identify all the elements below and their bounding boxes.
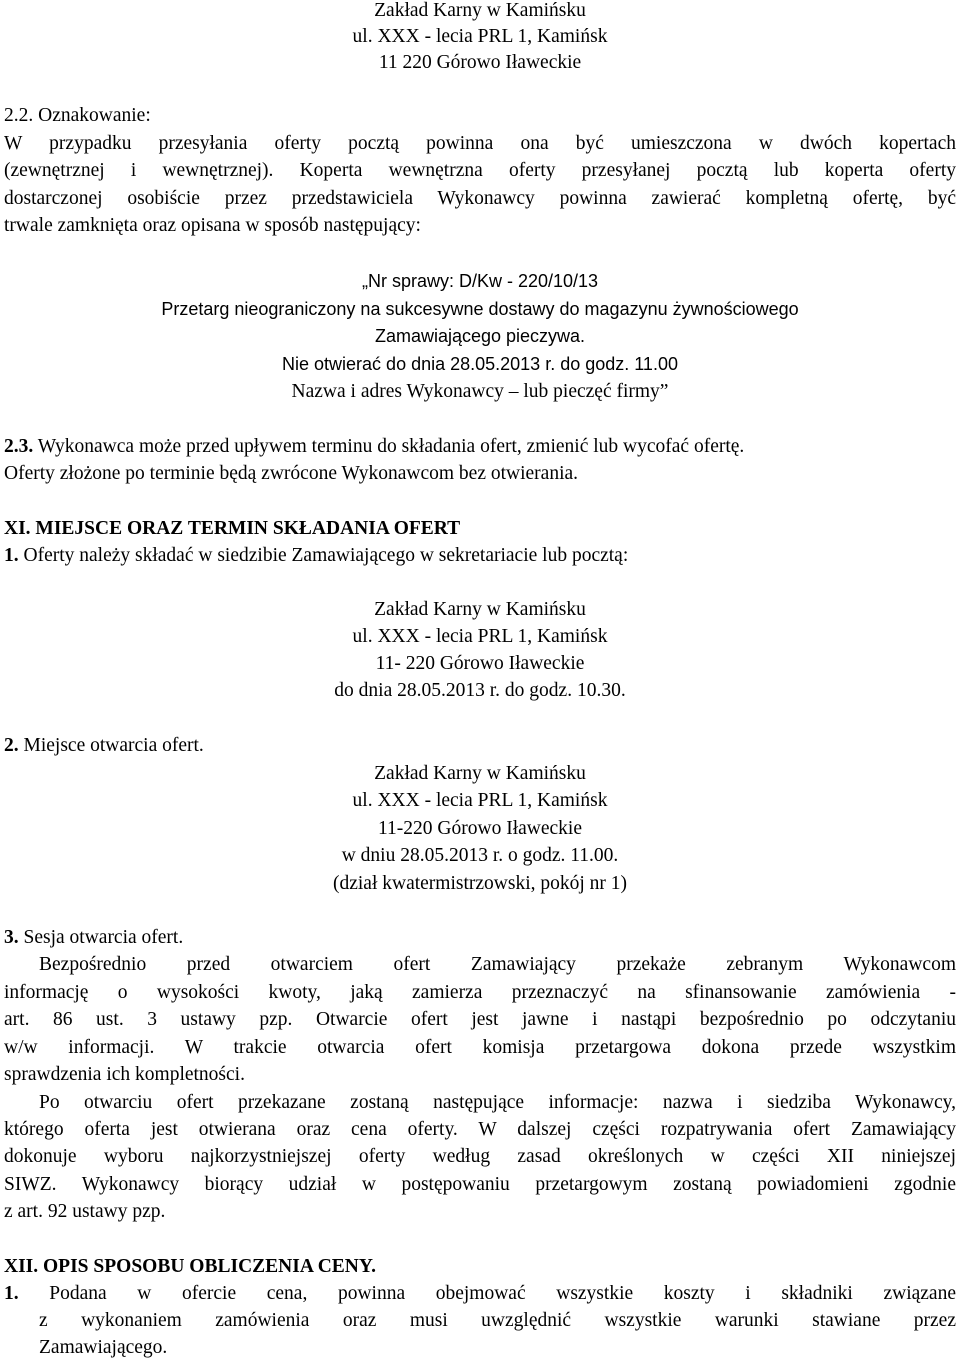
section-xi-point-3 xyxy=(4,924,956,952)
submission-address-line-3: 11- 220 Górowo Iławeckie xyxy=(375,653,585,674)
session-paragraph-1-line-3: art. 86 ust. 3 ustawy pzp. Otwarcie ofert jest jawne i nastąpi bezpośrednio po odczytaniu xyxy=(4,1009,956,1030)
session-paragraph-2-line-5: z art. 92 ustawy pzp. xyxy=(4,1201,166,1222)
label-contractor-name: Nazwa i adres Wykonawcy – lub pieczęć firmy” xyxy=(291,381,669,402)
section-xii-point-1-line-1 xyxy=(4,1280,956,1308)
section-xi-point-2-text: Miejsce otwarcia ofert. xyxy=(23,735,204,756)
address-top-line-2: ul. XXX - lecia PRL 1, Kamińsk xyxy=(352,26,608,47)
label-tender-subject: Zamawiającego pieczywa. xyxy=(374,326,586,346)
section-xi-heading: XI. MIEJSCE ORAZ TERMIN SKŁADANIA OFERT xyxy=(4,518,461,539)
session-paragraph-2-line-2: którego oferta jest otwierana oraz cena oferty. W dalszej części rozpatrywania ofert Zamawiający xyxy=(4,1119,956,1140)
submission-deadline: do dnia 28.05.2013 r. do godz. 10.30. xyxy=(334,680,626,701)
section-xii-point-1-line-3: Zamawiającego. xyxy=(39,1337,168,1358)
address-top-line-3: 11 220 Górowo Iławeckie xyxy=(378,52,582,73)
opening-date: w dniu 28.05.2013 r. o godz. 11.00. xyxy=(341,845,619,866)
opening-address-line-2: ul. XXX - lecia PRL 1, Kamińsk xyxy=(352,790,608,811)
section-xii-point-1-line-2: z wykonaniem zamówienia oraz musi uwzględnić wszystkie warunki stawiane przez xyxy=(39,1310,956,1331)
section-xii-point-1-number: 1. xyxy=(4,1283,19,1304)
session-paragraph-1-line-4: w/w informacji. W trakcie otwarcia ofert komisja przetargowa dokona przede wszystkim xyxy=(4,1037,956,1058)
session-paragraph-1-line-1: Bezpośrednio przed otwarciem ofert Zamawiający przekaże zebranym Wykonawcom xyxy=(39,954,956,975)
opening-address-line-3: 11-220 Górowo Iławeckie xyxy=(378,818,582,839)
opening-room: (dział kwatermistrzowski, pokój nr 1) xyxy=(332,873,628,894)
section-xi-point-1-number: 1. xyxy=(4,545,19,566)
submission-address-line-2: ul. XXX - lecia PRL 1, Kamińsk xyxy=(352,626,608,647)
section-2-2-line-4: trwale zamknięta oraz opisana w sposób następujący: xyxy=(4,215,421,236)
section-2-3-line-1 xyxy=(4,433,956,461)
opening-address-line-1: Zakład Karny w Kamińsku xyxy=(374,763,586,784)
section-2-3-line-2: Oferty złożone po terminie będą zwrócone Wykonawcom bez otwierania. xyxy=(4,463,579,484)
section-2-2-heading: 2.2. Oznakowanie: xyxy=(4,105,151,126)
session-paragraph-2-line-4: SIWZ. Wykonawcy biorący udział w postępowaniu przetargowym zostaną powiadomieni zgodnie xyxy=(4,1174,956,1195)
label-do-not-open: Nie otwierać do dnia 28.05.2013 r. do godz. 11.00 xyxy=(282,354,678,374)
section-2-2-line-2: (zewnętrznej i wewnętrznej). Koperta wewnętrzna oferty przesyłanej pocztą lub koperta oferty xyxy=(4,160,956,181)
address-top-line-1: Zakład Karny w Kamińsku xyxy=(374,0,586,21)
section-2-2-line-1: W przypadku przesyłania oferty pocztą powinna ona być umieszczona w dwóch kopertach xyxy=(4,133,956,154)
section-xi-point-1 xyxy=(4,542,956,570)
submission-address-line-1: Zakład Karny w Kamińsku xyxy=(374,599,586,620)
section-xii-point-1-text: Podana w ofercie cena, powinna obejmować wszystkie koszty i składniki związane xyxy=(49,1283,956,1304)
section-xii-heading: XII. OPIS SPOSOBU OBLICZENIA CENY. xyxy=(4,1256,377,1277)
session-paragraph-1-line-2: informację o wysokości kwoty, jaką zamierza przeznaczyć na sfinansowanie zamówienia - xyxy=(4,982,956,1003)
section-xi-point-3-text: Sesja otwarcia ofert. xyxy=(23,927,184,948)
section-xi-point-2-number: 2. xyxy=(4,735,19,756)
session-paragraph-2-line-1: Po otwarciu ofert przekazane zostaną następujące informacje: nazwa i siedziba Wykonawcy, xyxy=(39,1092,956,1113)
section-xi-point-2 xyxy=(4,732,956,760)
section-2-2-line-3: dostarczonej osobiście przez przedstawiciela Wykonawcy powinna zawierać kompletną ofertę, być xyxy=(4,188,956,209)
session-paragraph-2-line-3: dokonuje wyboru najkorzystniejszej oferty według zasad określonych w części XII niniejszej xyxy=(4,1146,956,1167)
section-2-3-text: Wykonawca może przed upływem terminu do składania ofert, zmienić lub wycofać ofertę. xyxy=(37,436,745,457)
session-paragraph-1-line-5: sprawdzenia ich kompletności. xyxy=(4,1064,245,1085)
label-case-number: „Nr sprawy: D/Kw - 220/10/13 xyxy=(361,271,599,291)
section-xi-point-1-text: Oferty należy składać w siedzibie Zamawiającego w sekretariacie lub pocztą: xyxy=(23,545,629,566)
label-tender-title: Przetarg nieograniczony na sukcesywne dostawy do magazynu żywnościowego xyxy=(161,299,799,319)
section-2-3-number: 2.3. xyxy=(4,436,34,457)
section-xi-point-3-number: 3. xyxy=(4,927,19,948)
